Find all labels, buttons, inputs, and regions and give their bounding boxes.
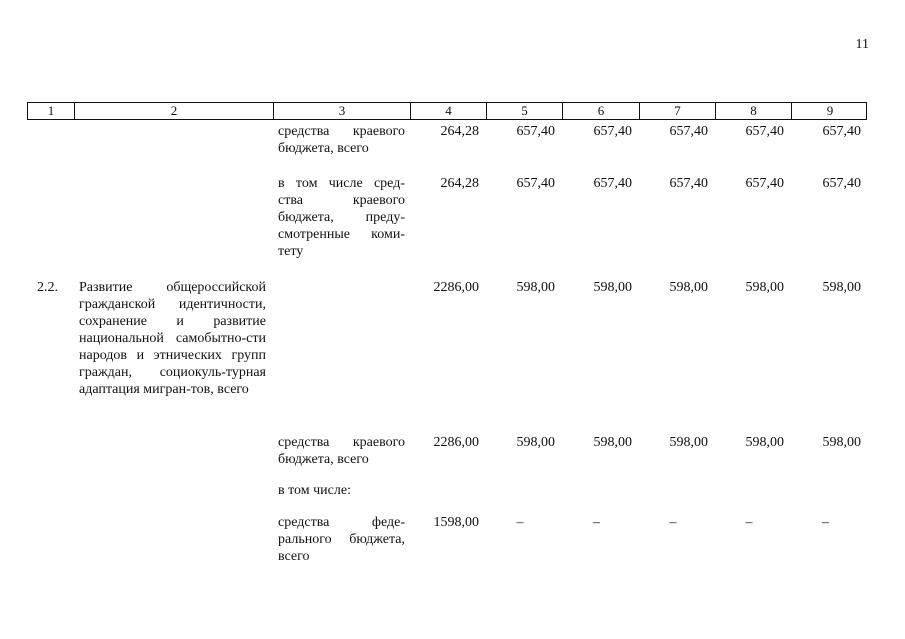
value-col-8: 657,40 bbox=[745, 124, 784, 139]
funding-source: средства краевого бюджета, всего bbox=[278, 435, 405, 467]
column-header-8: 8 bbox=[715, 103, 791, 119]
value-col-7 bbox=[638, 482, 714, 514]
column-header-1: 1 bbox=[47, 103, 55, 118]
row-number bbox=[27, 175, 73, 279]
value-col-4: 1598,00 bbox=[433, 515, 479, 530]
table-row bbox=[27, 279, 867, 434]
row-number bbox=[27, 434, 73, 482]
value-col-9: – bbox=[822, 515, 829, 530]
value-col-6: 657,40 bbox=[593, 124, 632, 139]
column-header-5: 5 bbox=[486, 103, 562, 119]
value-col-9: 598,00 bbox=[822, 280, 861, 295]
value-col-7: 657,40 bbox=[669, 176, 708, 191]
table-row bbox=[27, 434, 867, 482]
table-header-row bbox=[27, 102, 867, 120]
value-col-8: 657,40 bbox=[745, 176, 784, 191]
column-header-6: 6 bbox=[562, 103, 639, 119]
value-col-4 bbox=[409, 482, 485, 514]
value-col-8 bbox=[714, 482, 790, 514]
value-col-8: – bbox=[745, 515, 753, 530]
value-col-7: 598,00 bbox=[669, 280, 708, 295]
value-col-4: 264,28 bbox=[440, 124, 479, 139]
value-col-9: 657,40 bbox=[822, 124, 861, 139]
value-col-4: 2286,00 bbox=[433, 280, 479, 295]
value-col-6: 598,00 bbox=[593, 280, 632, 295]
table-row bbox=[27, 482, 867, 514]
row-number bbox=[27, 123, 73, 175]
value-col-6: 598,00 bbox=[593, 435, 632, 450]
value-col-7: – bbox=[669, 515, 677, 530]
column-header-9: 9 bbox=[791, 103, 868, 119]
funding-source bbox=[272, 279, 409, 434]
value-col-4: 264,28 bbox=[440, 176, 479, 191]
row-name bbox=[73, 175, 272, 279]
table-row bbox=[27, 175, 867, 279]
column-header-2: 2 bbox=[74, 103, 273, 119]
value-col-5: 598,00 bbox=[516, 280, 555, 295]
value-col-8: 598,00 bbox=[745, 280, 784, 295]
row-number bbox=[27, 482, 73, 514]
budget-table bbox=[27, 102, 867, 568]
funding-source: в том числе: bbox=[278, 483, 351, 498]
funding-source: средства краевого бюджета, всего bbox=[278, 124, 405, 156]
value-col-5: 657,40 bbox=[516, 176, 555, 191]
value-col-4: 2286,00 bbox=[433, 435, 479, 450]
value-col-5: 657,40 bbox=[516, 124, 555, 139]
column-header-7: 7 bbox=[639, 103, 715, 119]
row-name bbox=[73, 123, 272, 175]
value-col-9: 657,40 bbox=[822, 176, 861, 191]
table-row bbox=[27, 123, 867, 175]
value-col-5: 598,00 bbox=[516, 435, 555, 450]
value-col-9 bbox=[790, 482, 867, 514]
value-col-6: – bbox=[593, 515, 600, 530]
row-number bbox=[27, 514, 73, 568]
value-col-7: 657,40 bbox=[669, 124, 708, 139]
row-number: 2.2. bbox=[37, 280, 58, 295]
funding-source: средства феде-рального бюджета, всего bbox=[278, 515, 405, 564]
row-name bbox=[73, 482, 272, 514]
value-col-6 bbox=[561, 482, 638, 514]
column-header-3: 3 bbox=[273, 103, 410, 119]
value-col-7: 598,00 bbox=[669, 435, 708, 450]
funding-source: в том числе сред-ства краевого бюджета, преду-смотренные коми-тету bbox=[278, 176, 405, 259]
row-name: Развитие общероссийской гражданской идентичности, сохранение и развитие национальной самобытно-сти народов и этнических групп граждан, социокуль-турная адаптация мигран-тов, всего bbox=[79, 280, 266, 397]
value-col-5 bbox=[485, 482, 561, 514]
value-col-9: 598,00 bbox=[822, 435, 861, 450]
value-col-5: – bbox=[516, 515, 524, 530]
row-name bbox=[73, 514, 272, 568]
row-name bbox=[73, 434, 272, 482]
column-header-4: 4 bbox=[410, 103, 486, 119]
value-col-6: 657,40 bbox=[593, 176, 632, 191]
table-row bbox=[27, 514, 867, 568]
value-col-8: 598,00 bbox=[745, 435, 784, 450]
page-number: 11 bbox=[855, 37, 869, 52]
